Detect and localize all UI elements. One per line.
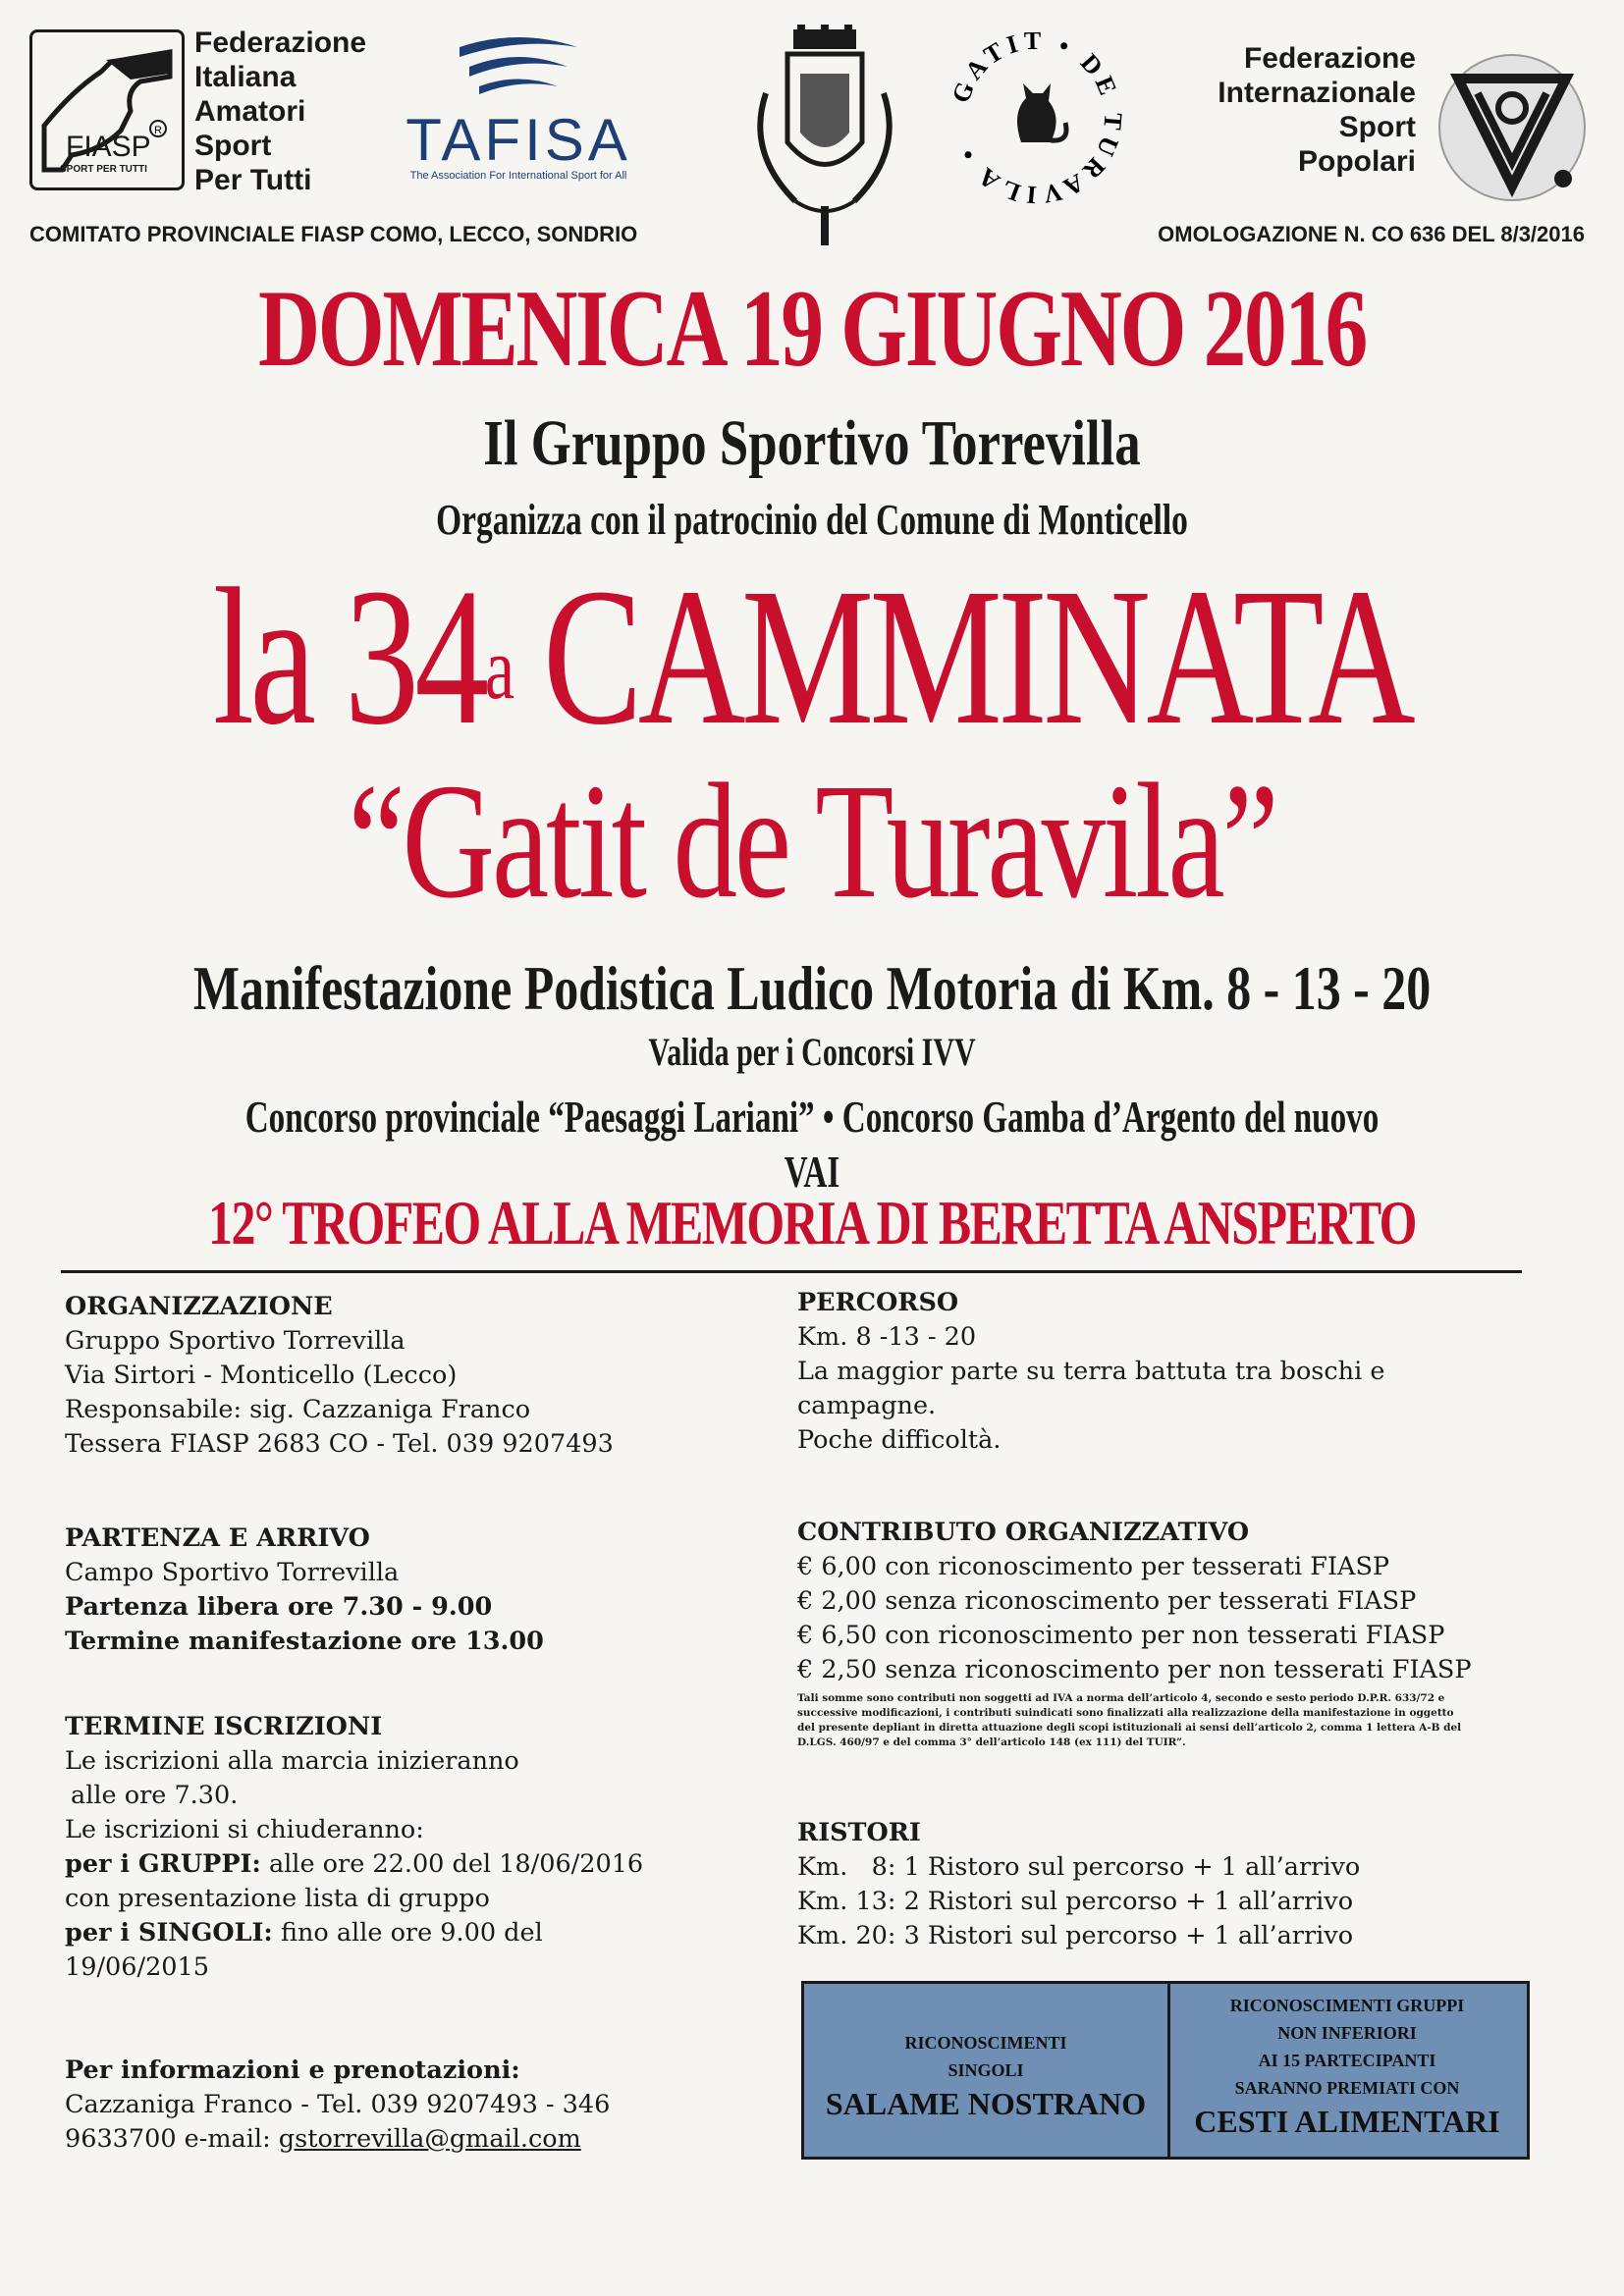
partenza-section [65, 1522, 791, 1659]
org-line: Responsabile: sig. Cazzaniga Franco [65, 1395, 531, 1424]
gruppi-label: AI 15 PARTECIPANTI [1258, 2051, 1436, 2070]
singoli-label: RICONOSCIMENTI [904, 2033, 1067, 2053]
iscrizioni-line: Le iscrizioni si chiuderanno: [65, 1815, 424, 1844]
organizer-title: Il Gruppo Sportivo Torrevilla [483, 407, 1141, 479]
email-link[interactable]: gstorrevilla@gmail.com [278, 2124, 581, 2154]
fiasp-logo-text: FIASP [66, 131, 151, 163]
info-phone: 9633700 e-mail: [65, 2124, 279, 2154]
info-line [65, 2122, 791, 2157]
spacer [1167, 1984, 1527, 1992]
percorso-section [797, 1286, 1573, 1458]
gruppi-label: NON INFERIORI [1277, 2023, 1417, 2043]
riconoscimenti-gruppi [1167, 1984, 1527, 2157]
fiasp-name [194, 26, 366, 197]
org-line: Via Sirtori - Monticello (Lecco) [65, 1361, 458, 1390]
fisp-name-line: Popolari [1297, 145, 1416, 178]
section-heading: RISTORI [797, 1818, 921, 1847]
fisp-name [1200, 41, 1416, 179]
fiasp-name-line: Amatori [194, 95, 306, 128]
ivv-logo [1434, 49, 1591, 206]
spacer [804, 1984, 1167, 2029]
note-line: del presente depliant in diretta attuazione degli scopi istituzionali ai sensi dell’articolo 2, comma 1 lettera A-B del [797, 1722, 1462, 1734]
trophy-title: 12° TROFEO ALLA MEMORIA DI BERETTA ANSPERTO [208, 1188, 1416, 1257]
ristori-line: Km. 13: 2 Ristori sul percorso + 1 all’arrivo [797, 1887, 1354, 1916]
contributo-line: € 2,50 senza riconoscimento per non tesserati FIASP [797, 1655, 1472, 1684]
fiasp-logo-sub: SPORT PER TUTTI [60, 164, 147, 175]
fiasp-name-line: Sport [194, 130, 272, 162]
svg-text:GATIT • DE TURAVILA •: GATIT • DE TURAVILA • [946, 26, 1128, 210]
tafisa-logo [391, 27, 646, 224]
percorso-line: campagne. [797, 1391, 937, 1420]
fiasp-name-line: Federazione [194, 27, 367, 59]
comitato-provinciale: COMITATO PROVINCIALE FIASP COMO, LECCO, SONDRIO [29, 222, 638, 246]
iscrizioni-line: Le iscrizioni alla marcia inizieranno [65, 1746, 519, 1776]
section-heading: PERCORSO [797, 1288, 959, 1317]
event-date: DOMENICA 19 GIUGNO 2016 [257, 268, 1367, 390]
crest-icon [727, 25, 923, 245]
patronage-line: Organizza con il patrocinio del Comune di Monticello [436, 496, 1188, 544]
contests-line: Concorso provinciale “Paesaggi Lariani” • Concorso Gamba d’Argento del nuovo VAI [244, 1092, 1380, 1197]
contributo-section [797, 1516, 1573, 1750]
ristori-line: Km. 20: 3 Ristori sul percorso + 1 all’arrivo [797, 1921, 1354, 1950]
camminata-number: la 34 [212, 549, 485, 766]
contributo-note [797, 1691, 1524, 1750]
contributo-line: € 2,00 senza riconoscimento per tesserati FIASP [797, 1586, 1417, 1616]
event-name: “Gatit de Turavila” [348, 750, 1276, 933]
info-section [65, 2054, 791, 2157]
section-heading: Per informazioni e prenotazioni: [65, 2056, 520, 2085]
ristori-section [797, 1816, 1573, 1953]
gruppi-label: SARANNO PREMIATI CON [1234, 2078, 1460, 2098]
gruppi-label: RICONOSCIMENTI GRUPPI [1229, 1996, 1465, 2015]
ivv-validity: Valida per i Concorsi IVV [648, 1030, 976, 1074]
fisp-name-line: Sport [1338, 111, 1416, 143]
singoli-label: per i SINGOLI: [65, 1918, 273, 1948]
gruppi-label: per i GRUPPI: [65, 1849, 261, 1879]
camminata-title [194, 549, 1429, 766]
iscrizioni-line: con presentazione lista di gruppo [65, 1884, 490, 1913]
iscrizioni-section [65, 1710, 791, 1985]
percorso-line: La maggior parte su terra battuta tra boschi e [797, 1357, 1385, 1386]
note-line: D.LGS. 460/97 e del comma 3° dell’articolo 148 (ex 111) del TUIR”. [797, 1736, 1186, 1748]
fiasp-logo [29, 29, 185, 190]
tafisa-sub: The Association For International Sport for All [409, 170, 627, 182]
fiasp-name-line: Per Tutti [194, 164, 312, 196]
camminata-ordinal: a [484, 620, 511, 718]
monticello-crest [727, 25, 923, 245]
cat-seal-icon [943, 25, 1129, 211]
percorso-line: Poche difficoltà. [797, 1425, 1001, 1455]
section-heading: ORGANIZZAZIONE [65, 1292, 333, 1321]
contributo-line: € 6,50 con riconoscimento per non tesserati FIASP [797, 1621, 1445, 1650]
omologazione: OMOLOGAZIONE N. CO 636 DEL 8/3/2016 [1158, 222, 1585, 246]
gatit-seal [943, 25, 1129, 211]
partenza-line: Campo Sportivo Torrevilla [65, 1558, 400, 1587]
ristori-line: Km. 8: 1 Ristoro sul percorso + 1 all’arrivo [797, 1852, 1361, 1882]
iscrizioni-gruppi [65, 1847, 791, 1882]
section-heading: CONTRIBUTO ORGANIZZATIVO [797, 1518, 1250, 1547]
divider [61, 1270, 1522, 1273]
percorso-line: Km. 8 -13 - 20 [797, 1322, 977, 1352]
ivv-emblem-icon [1434, 49, 1591, 206]
event-description: Manifestazione Podistica Ludico Motoria di Km. 8 - 13 - 20 [192, 953, 1432, 1023]
iscrizioni-singoli [65, 1916, 791, 1950]
singoli-text: fino alle ore 9.00 del [272, 1918, 543, 1948]
organizzazione-section [65, 1290, 791, 1462]
iscrizioni-line: alle ore 7.30. [71, 1781, 239, 1810]
singoli-label: SINGOLI [947, 2060, 1024, 2080]
org-line: Gruppo Sportivo Torrevilla [65, 1326, 406, 1356]
camminata-word: CAMMINATA [510, 549, 1412, 766]
riconoscimenti-singoli [804, 1984, 1170, 2157]
note-line: successive modificazioni, i contributi suindicati sono finalizzati alla realizzazione della manifestazione in oggetto [797, 1707, 1454, 1719]
tafisa-wave-icon [450, 27, 587, 106]
fisp-name-line: Federazione [1243, 42, 1416, 75]
info-line: Cazzaniga Franco - Tel. 039 9207493 - 346 [65, 2090, 611, 2119]
section-heading: TERMINE ISCRIZIONI [65, 1712, 383, 1741]
gruppi-prize: CESTI ALIMENTARI [1194, 2104, 1500, 2139]
svg-text:R: R [154, 125, 162, 136]
contributo-line: € 6,00 con riconoscimento per tesserati FIASP [797, 1552, 1390, 1581]
termine-time: Termine manifestazione ore 13.00 [65, 1627, 544, 1656]
riconoscimenti-box [801, 1981, 1530, 2160]
note-line: Tali somme sono contributi non soggetti ad IVA a norma dell’articolo 4, secondo e sesto periodo D.P.R. 633/72 e [797, 1692, 1445, 1704]
section-heading: PARTENZA E ARRIVO [65, 1523, 370, 1553]
fisp-name-line: Internazionale [1218, 77, 1416, 109]
singoli-prize: SALAME NOSTRANO [825, 2086, 1147, 2121]
iscrizioni-line: 19/06/2015 [65, 1952, 209, 1982]
org-line: Tessera FIASP 2683 CO - Tel. 039 9207493 [65, 1429, 614, 1459]
partenza-time: Partenza libera ore 7.30 - 9.00 [65, 1592, 493, 1622]
fiasp-name-line: Italiana [194, 61, 297, 93]
gruppi-text: alle ore 22.00 del 18/06/2016 [260, 1849, 644, 1879]
tafisa-name: TAFISA [406, 107, 631, 173]
